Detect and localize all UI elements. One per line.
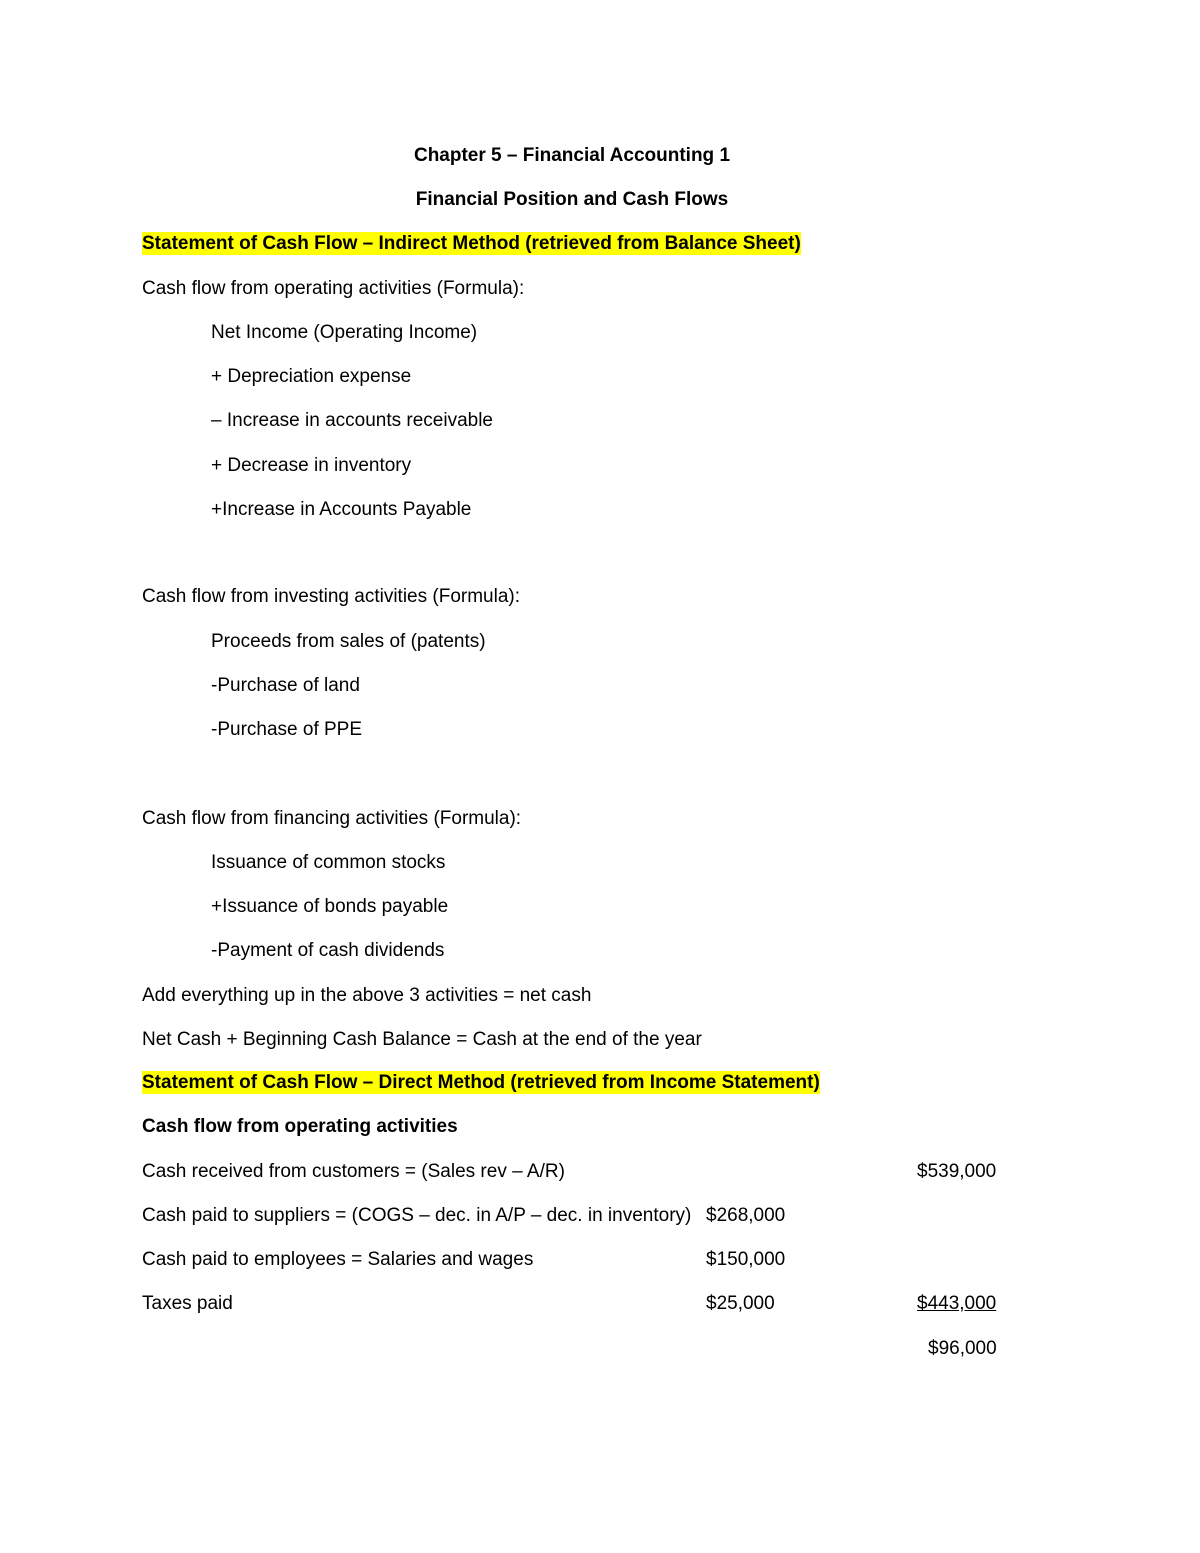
- operating-item: – Increase in accounts receivable: [211, 410, 493, 431]
- financing-item: -Payment of cash dividends: [211, 940, 445, 961]
- financing-formula-label: Cash flow from financing activities (Formula):: [142, 808, 522, 829]
- direct-row-label: Taxes paid: [142, 1293, 233, 1314]
- indirect-method-heading-text: Statement of Cash Flow – Indirect Method (retrieved from Balance Sheet): [142, 233, 801, 254]
- operating-item: + Decrease in inventory: [211, 455, 412, 476]
- financing-item: +Issuance of bonds payable: [211, 896, 449, 917]
- direct-row-label: Cash paid to employees = Salaries and wages: [142, 1249, 534, 1270]
- financing-item: Issuance of common stocks: [211, 852, 446, 873]
- direct-method-heading-text: Statement of Cash Flow – Direct Method (retrieved from Income Statement): [142, 1072, 820, 1093]
- investing-item: -Purchase of PPE: [211, 719, 363, 740]
- direct-row-mid-amount: $25,000: [706, 1293, 775, 1314]
- direct-row-mid-amount: $268,000: [706, 1205, 786, 1226]
- operating-formula-label: Cash flow from operating activities (Formula):: [142, 278, 525, 299]
- direct-row-label: Cash paid to suppliers = (COGS – dec. in A/P – dec. in inventory): [142, 1205, 692, 1226]
- operating-item: Net Income (Operating Income): [211, 322, 478, 343]
- page-title: Chapter 5 – Financial Accounting 1: [413, 145, 731, 166]
- direct-method-heading: [142, 1071, 820, 1095]
- direct-operating-label: Cash flow from operating activities: [142, 1116, 458, 1137]
- page-subtitle: Financial Position and Cash Flows: [415, 189, 729, 210]
- ending-cash-summary: Net Cash + Beginning Cash Balance = Cash at the end of the year: [142, 1029, 702, 1050]
- direct-row-label: Cash received from customers = (Sales rev – A/R): [142, 1161, 565, 1182]
- direct-row-mid-amount: $150,000: [706, 1249, 786, 1270]
- operating-item: +Increase in Accounts Payable: [211, 499, 472, 520]
- indirect-method-heading: [142, 232, 801, 256]
- direct-row-right-amount: $539,000: [917, 1161, 997, 1182]
- investing-item: -Purchase of land: [211, 675, 360, 696]
- direct-row-right-amount-subtotal: $443,000: [917, 1293, 997, 1314]
- operating-item: + Depreciation expense: [211, 366, 412, 387]
- investing-item: Proceeds from sales of (patents): [211, 631, 486, 652]
- net-cash-total: $96,000: [928, 1338, 997, 1359]
- net-cash-summary: Add everything up in the above 3 activities = net cash: [142, 985, 592, 1006]
- investing-formula-label: Cash flow from investing activities (Formula):: [142, 586, 520, 607]
